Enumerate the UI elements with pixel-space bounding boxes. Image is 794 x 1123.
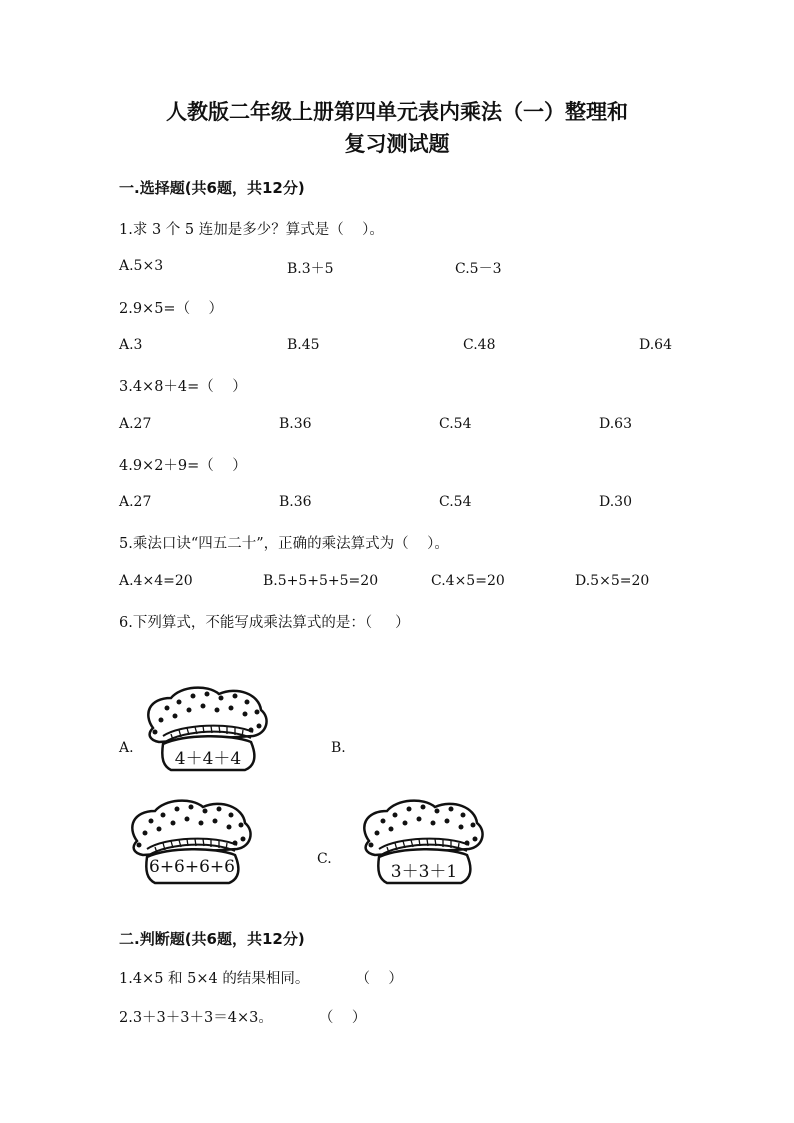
q2-option-d[interactable]: D.64 — [639, 337, 672, 353]
q3-option-d[interactable]: D.63 — [599, 416, 632, 432]
section-heading-choice: 一.选择题(共6题，共12分) — [119, 179, 305, 197]
q6-option-b[interactable]: B. — [331, 740, 346, 756]
q6-option-c[interactable]: C. — [317, 851, 332, 867]
q5-option-a[interactable]: A.4×4=20 — [119, 573, 193, 589]
judgement-question-2: 2.3＋3＋3＋3＝4×3。 （ ） — [119, 1010, 367, 1026]
mushroom-image-a — [141, 684, 271, 772]
mushroom-label-c: 3＋3＋1 — [390, 862, 458, 882]
q3-option-a[interactable]: A.27 — [119, 416, 152, 432]
question-3: 3.4×8＋4=（ ） — [119, 379, 247, 395]
q5-option-b[interactable]: B.5+5+5+5=20 — [263, 573, 379, 589]
q5-option-d[interactable]: D.5×5=20 — [575, 573, 650, 589]
mushroom-label-a: 4＋4＋4 — [174, 749, 242, 769]
q6-option-a[interactable]: A. — [119, 740, 134, 756]
question-1: 1.求 3 个 5 连加是多少？算式是（ ）。 — [119, 222, 384, 238]
judgement-question-1: 1.4×5 和 5×4 的结果相同。 （ ） — [119, 971, 403, 987]
q5-option-c[interactable]: C.4×5=20 — [431, 573, 505, 589]
q1-option-c[interactable]: C.5－3 — [455, 261, 502, 277]
q2-option-a[interactable]: A.3 — [119, 337, 143, 353]
q4-option-c[interactable]: C.54 — [439, 494, 472, 510]
section-heading-judgement: 二.判断题(共6题，共12分) — [119, 930, 305, 948]
question-2: 2.9×5=（ ） — [119, 301, 224, 317]
mushroom-image-b — [125, 797, 255, 885]
mushroom-label-b: 6+6+6+6 — [149, 857, 235, 877]
q3-option-b[interactable]: B.36 — [279, 416, 312, 432]
page-title-line2: 复习测试题 — [344, 132, 450, 156]
q1-option-b[interactable]: B.3＋5 — [287, 261, 334, 277]
question-6: 6.下列算式，不能写成乘法算式的是：（ ） — [119, 615, 410, 631]
q3-option-c[interactable]: C.54 — [439, 416, 472, 432]
q2-option-c[interactable]: C.48 — [463, 337, 496, 353]
mushroom-image-c — [357, 797, 487, 885]
q2-option-b[interactable]: B.45 — [287, 337, 320, 353]
q4-option-b[interactable]: B.36 — [279, 494, 312, 510]
q4-option-a[interactable]: A.27 — [119, 494, 152, 510]
question-4: 4.9×2＋9=（ ） — [119, 458, 247, 474]
page-title-line1: 人教版二年级上册第四单元表内乘法（一）整理和 — [166, 100, 628, 124]
question-5: 5.乘法口诀“四五二十”，正确的乘法算式为（ ）。 — [119, 536, 449, 552]
q4-option-d[interactable]: D.30 — [599, 494, 632, 510]
q1-option-a[interactable]: A.5×3 — [119, 258, 164, 274]
